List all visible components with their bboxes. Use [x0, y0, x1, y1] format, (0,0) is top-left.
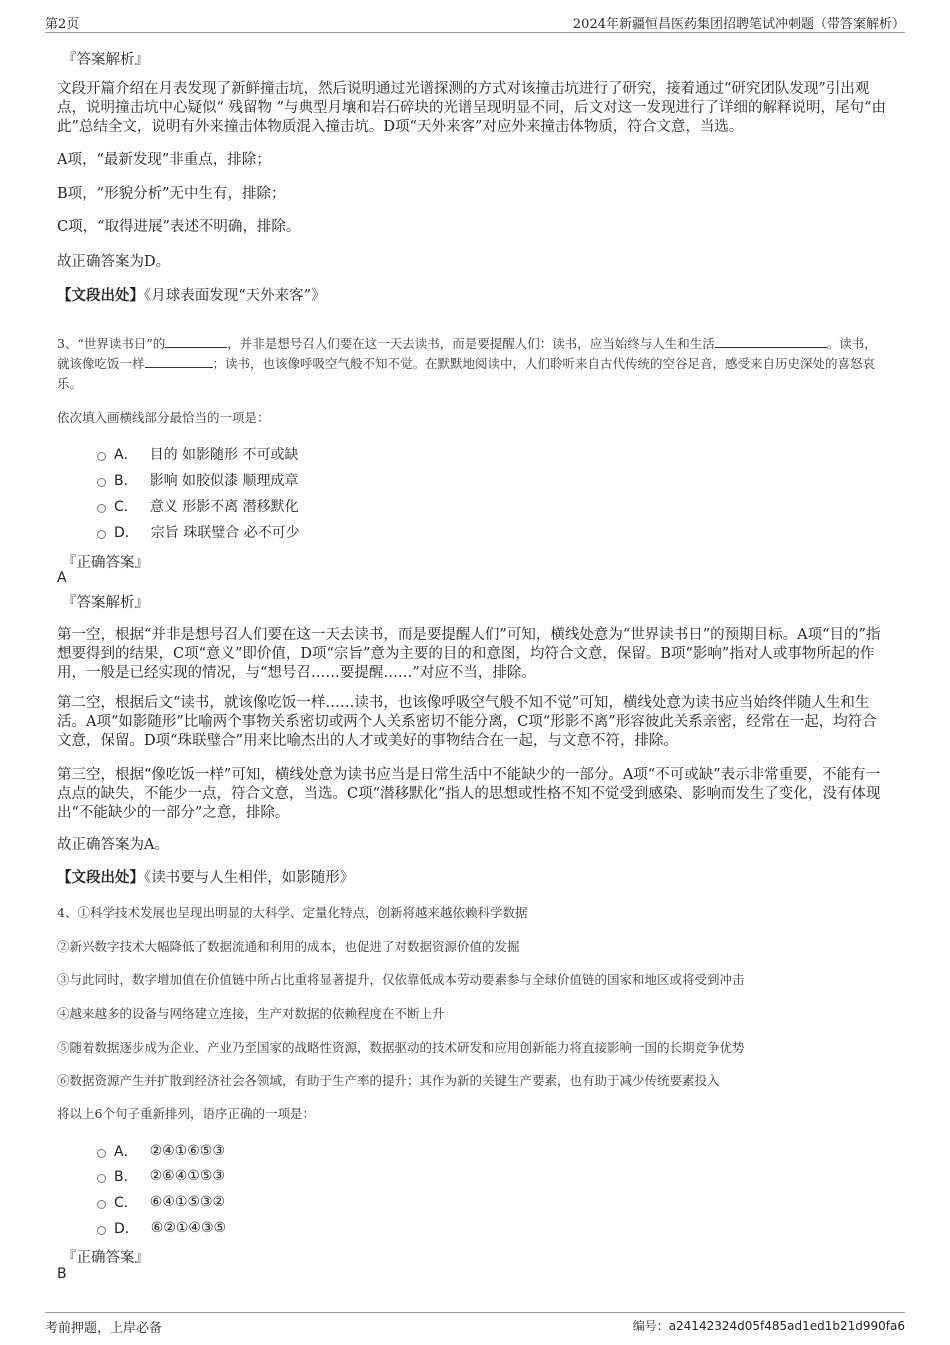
- radio-icon[interactable]: [97, 1200, 106, 1209]
- q4-option-b[interactable]: B． ②⑥④①⑤③: [97, 1166, 225, 1186]
- q3-option-d[interactable]: D． 宗旨 珠联璧合 必不可少: [97, 522, 300, 542]
- question-3-stem: 3、“世界读书日”的 ，并非是想号召人们要在这一天去读书，而是要提醒人们：读书，应当始终与人生和生活 。读书，就该像吃饭一样 ；读书，也该像呼吸空气般不知不觉。在默默地阅读中，人们聆听来自古代传统的空谷足音，感受来自历史深处的喜怒哀乐。: [57, 336, 877, 391]
- question-4-prompt: 将以上6个句子重新排列，语序正确的一项是：: [57, 1106, 315, 1121]
- page-header: [45, 10, 905, 33]
- source: [57, 868, 887, 888]
- radio-icon[interactable]: [97, 452, 106, 461]
- q4-option-a[interactable]: A． ②④①⑥⑤③: [97, 1141, 225, 1161]
- page-number: 第2页: [45, 17, 80, 32]
- q4-option-d[interactable]: D． ⑥②①④③⑤: [97, 1218, 226, 1238]
- correct-answer-label: 『正确答案』: [62, 555, 149, 571]
- sentence-1: 4、①科学技术发展也呈现出明显的大科学、定量化特点，创新将越来越依赖科学数据: [57, 905, 528, 920]
- conclusion: 故正确答案为A。: [57, 837, 169, 853]
- question-3-prompt: 依次填入画横线部分最恰当的一项是：: [57, 410, 270, 425]
- source: [57, 286, 887, 306]
- source-label: 【文段出处】: [57, 869, 144, 886]
- sentence-2: ②新兴数字技术大幅降低了数据流通和利用的成本，也促进了对数据资源价值的发掘: [57, 939, 520, 954]
- analysis-label: 『答案解析』: [62, 52, 149, 68]
- q3-option-a[interactable]: A． 目的 如影随形 不可或缺: [97, 444, 298, 464]
- analysis-paragraph-2: 第二空，根据后文“读书，就该像吃饭一样……读书，也该像呼吸空气般不知不觉”可知，横线处意为读书应当始终伴随人生和生活。A项“如影随形”比喻两个事物关系密切或两个人关系密切不能分离，C项“形影不离”形容彼此关系亲密，经常在一起，均符合文意，保留。D项“珠联璧合”用来比喻杰出的人才或美好的事物结合在一起，与文意不符，排除。: [57, 695, 877, 749]
- analysis-label: 『答案解析』: [62, 595, 149, 611]
- radio-icon[interactable]: [97, 478, 106, 487]
- blank-2: [715, 335, 827, 348]
- correct-answer-label: 『正确答案』: [62, 1250, 149, 1266]
- blank-3: [145, 355, 213, 368]
- sentence-4: ④越来越多的设备与网络建立连接，生产对数据的依赖程度在不断上升: [57, 1006, 445, 1021]
- correct-answer: A: [57, 570, 67, 586]
- option-a-analysis: A项，“最新发现”非重点，排除；: [57, 152, 271, 168]
- option-c-analysis: C项，“取得进展”表述不明确，排除。: [57, 219, 301, 235]
- q3-option-b[interactable]: B． 影响 如胶似漆 顺理成章: [97, 470, 299, 490]
- q4-option-c[interactable]: C． ⑥④①⑤③②: [97, 1192, 225, 1212]
- radio-icon[interactable]: [97, 1174, 106, 1183]
- analysis-text: 文段开篇介绍在月表发现了新鲜撞击坑，然后说明通过光谱探测的方式对该撞击坑进行了研究，接着通过“研究团队发现”引出观点，说明撞击坑中心疑似“ 残留物 ”与典型月壤和岩石碎块的光谱呈现明显不同，后文对这一发现进行了详细的解释说明，尾句“由此”总结全文，说明有外来撞击体物质混入撞击坑。D项“天外来客”对应外来撞击体物质，符合文意，当选。: [57, 81, 886, 135]
- q3-option-c[interactable]: C． 意义 形影不离 潜移默化: [97, 496, 299, 516]
- source-title: 《月球表面发现“天外来客”》: [144, 288, 326, 304]
- analysis-paragraph-1: 第一空，根据“并非是想号召人们要在这一天去读书，而是要提醒人们”可知，横线处意为“世界读书日”的预期目标。A项“目的”指想要得到的结果，C项“意义”即价值，D项“宗旨”意为主要的目的和意图，均符合文意，保留。B项“影响”指对人或事物所起的作用，一般是已经实现的情况，与“想号召……要提醒……”对应不当，排除。: [57, 627, 881, 681]
- radio-icon[interactable]: [97, 530, 106, 539]
- document-title: 2024年新疆恒昌医药集团招聘笔试冲刺题（带答案解析）: [572, 17, 905, 32]
- page-footer: [45, 1312, 905, 1337]
- option-b-analysis: B项，“形貌分析”无中生有，排除；: [57, 186, 286, 202]
- radio-icon[interactable]: [97, 1226, 106, 1235]
- footer-slogan: 考前押题，上岸必备: [45, 1321, 163, 1336]
- blank-1: [165, 335, 227, 348]
- radio-icon[interactable]: [97, 1149, 106, 1158]
- sentence-5: ⑤随着数据逐步成为企业、产业乃至国家的战略性资源，数据驱动的技术研发和应用创新能力将直接影响一国的长期竞争优势: [57, 1040, 745, 1055]
- source-label: 【文段出处】: [57, 287, 144, 304]
- sentence-3: ③与此同时，数字增加值在价值链中所占比重将显著提升，仅依靠低成本劳动要素参与全球价值链的国家和地区或将受到冲击: [57, 972, 745, 987]
- source-title: 《读书要与人生相伴，如影随形》: [144, 870, 355, 886]
- conclusion: 故正确答案为D。: [57, 254, 171, 270]
- radio-icon[interactable]: [97, 504, 106, 513]
- document-id: 编号：a24142324d05f485ad1ed1b21d990fa6: [632, 1319, 905, 1333]
- correct-answer: B: [57, 1266, 67, 1282]
- analysis-paragraph-3: 第三空，根据“像吃饭一样”可知，横线处意为读书应当是日常生活中不能缺少的一部分。A项“不可或缺”表示非常重要，不能有一点点的缺失，不能少一点，符合文意，当选。C项“潜移默化”指人的思想或性格不知不觉受到感染、影响而发生了变化，没有体现出“不能缺少的一部分”之意，排除。: [57, 767, 881, 821]
- sentence-6: ⑥数据资源产生并扩散到经济社会各领域，有助于生产率的提升；其作为新的关键生产要素，也有助于减少传统要素投入: [57, 1073, 720, 1088]
